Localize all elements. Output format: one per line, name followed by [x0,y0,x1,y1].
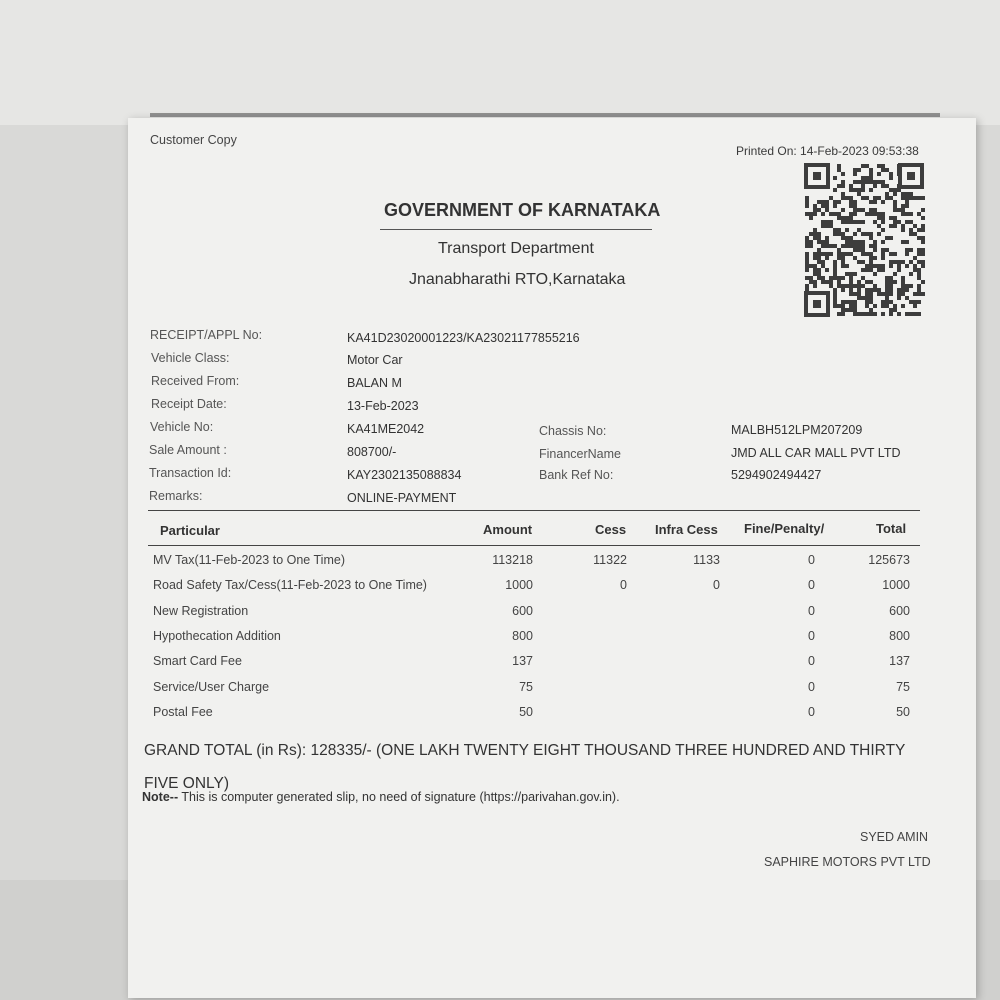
cell-particular: Service/User Charge [153,679,270,694]
note-label: Note-- [142,790,179,804]
cell-infra-cess: 1133 [693,553,720,567]
cell-fine-penalty: 0 [808,654,815,669]
paper-torn-edge [150,113,940,117]
cell-particular: New Registration [153,603,249,618]
table-header-rule [148,545,920,546]
cell-particular: MV Tax(11-Feb-2023 to One Time) [153,553,345,567]
cell-total: 800 [889,628,910,643]
financer-value: JMD ALL CAR MALL PVT LTD [731,446,901,460]
title-underline [380,229,652,230]
received-from-value: BALAN M [347,376,402,390]
cell-fine-penalty: 0 [808,704,815,719]
qr-code-icon [803,162,925,318]
cell-infra-cess: 0 [713,578,720,593]
sale-amount-value: 808700/- [347,445,397,459]
col-header-total: Total [876,521,907,536]
office-name: Jnanabharathi RTO,Karnataka [409,271,626,288]
receipt-no-label: RECEIPT/APPL No: [150,328,263,342]
received-from-label: Received From: [151,374,240,388]
cell-total: 600 [889,603,910,618]
remarks-label: Remarks: [149,489,203,503]
customer-copy-label: Customer Copy [150,133,237,147]
cell-amount: 800 [512,628,533,643]
cell-amount: 50 [519,704,533,719]
cell-fine-penalty: 0 [808,578,815,593]
col-header-fine-penalty: Fine/Penalty/ [744,521,825,536]
col-header-infra-cess: Infra Cess [655,522,718,537]
cell-total: 75 [896,679,910,694]
remarks-value: ONLINE-PAYMENT [347,491,457,505]
vehicle-class-label: Vehicle Class: [151,351,230,365]
cell-fine-penalty: 0 [808,679,815,694]
signatory-name: SYED AMIN [860,830,929,844]
signatory-company: SAPHIRE MOTORS PVT LTD [764,855,931,869]
cell-cess: 0 [620,578,627,593]
cell-particular: Hypothecation Addition [153,628,281,643]
cell-amount: 113218 [492,553,533,567]
receipt-date-value: 13-Feb-2023 [347,399,419,413]
table-top-rule [148,510,920,511]
cell-cess: 11322 [593,553,627,567]
bank-ref-value: 5294902494427 [731,468,822,482]
cell-fine-penalty: 0 [808,628,815,643]
note-text: This is computer generated slip, no need of signature (https://parivahan.gov.in). [181,790,620,804]
vehicle-class-value: Motor Car [347,353,403,367]
cell-particular: Road Safety Tax/Cess(11-Feb-2023 to One Time) [153,578,427,593]
background-top [0,0,1000,125]
cell-particular: Smart Card Fee [153,654,242,669]
cell-amount: 137 [512,654,533,669]
sale-amount-label: Sale Amount : [149,443,227,457]
transaction-id-label: Transaction Id: [149,466,232,480]
cell-amount: 600 [512,603,533,618]
department-name: Transport Department [438,240,594,257]
financer-label: FinancerName [539,447,621,461]
col-header-amount: Amount [483,522,533,537]
cell-particular: Postal Fee [153,704,213,719]
cell-total: 1000 [882,578,910,593]
vehicle-no-label: Vehicle No: [150,420,214,434]
page-title: GOVERNMENT OF KARNATAKA [384,200,661,220]
cell-fine-penalty: 0 [808,553,815,567]
cell-fine-penalty: 0 [808,603,815,618]
receipt-date-label: Receipt Date: [151,397,227,411]
cell-total: 50 [896,704,910,719]
col-header-cess: Cess [595,522,627,537]
printed-on: Printed On: 14-Feb-2023 09:53:38 [736,144,919,158]
transaction-id-value: KAY2302135088834 [347,468,462,482]
receipt-no-value: KA41D23020001223/KA23021177855216 [347,331,580,345]
chassis-no-label: Chassis No: [539,424,607,438]
cell-total: 137 [889,654,910,669]
grand-total: GRAND TOTAL (in Rs): 128335/- (ONE LAKH TWENTY EIGHT THOUSAND THREE HUNDRED AND THIRTY FIVE ONLY) [144,742,906,792]
note [142,790,620,804]
chassis-no-value: MALBH512LPM207209 [731,423,863,437]
cell-amount: 1000 [505,578,533,593]
col-header-particular: Particular [160,523,220,538]
cell-total: 125673 [868,553,910,567]
cell-amount: 75 [519,679,533,694]
vehicle-no-value: KA41ME2042 [347,422,425,436]
bank-ref-label: Bank Ref No: [539,468,614,482]
